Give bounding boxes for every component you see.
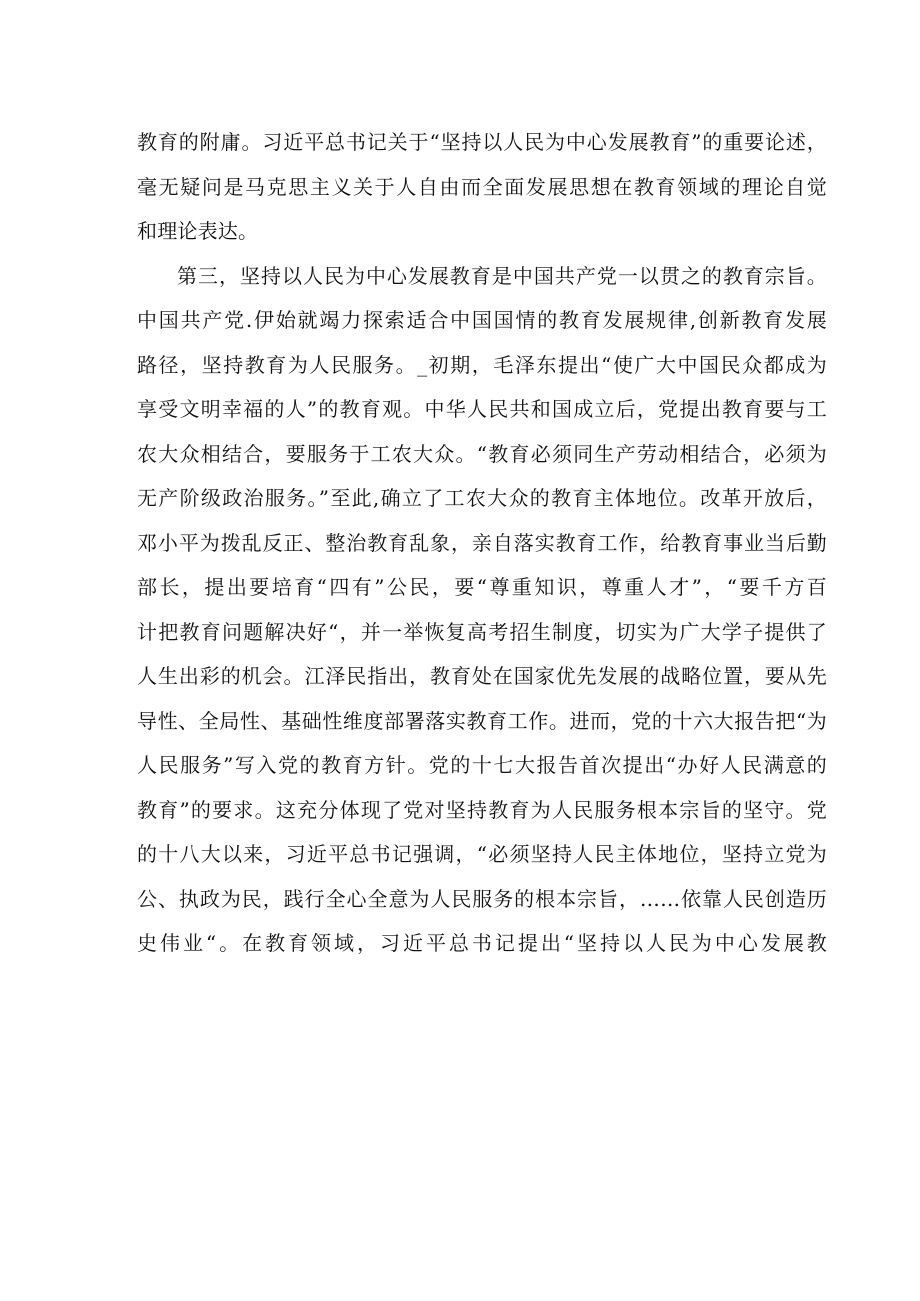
text-line: 毫无疑问是马克思主义关于人自由而全面发展思想在教育领域的理论自觉 <box>137 174 827 199</box>
text-line: 计把教育问题解决好“，并一举恢复高考招生制度，切实为广大学子提供了 <box>137 619 827 644</box>
text-line: 邓小平为拨乱反正、整治教育乱象，亲自落实教育工作，给教育事业当后勤 <box>137 530 827 555</box>
text-line: 和理论表达。 <box>137 219 259 243</box>
text-line: 教育”的要求。这充分体现了党对坚持教育为人民服务根本宗旨的坚守。党 <box>137 797 827 822</box>
text-line: 人民服务”写入党的教育方针。党的十七大报告首次提出“办好人民满意的 <box>137 753 827 777</box>
body-text <box>137 120 827 966</box>
text-line: 导性、全局性、基础性维度部署落实教育工作。进而，党的十六大报告把“为 <box>137 708 827 733</box>
text-line: 中国共产党.伊始就竭力探索适合中国国情的教育发展规律,创新教育发展 <box>137 308 827 332</box>
text-line: 农大众相结合，要服务于工农大众。“教育必须同生产劳动相结合，必须为 <box>137 441 827 466</box>
text-line: 教育的附庸。习近平总书记关于“坚持以人民为中心发展教育”的重要论述， <box>137 130 827 154</box>
text-line: 公、执政为民，践行全心全意为人民服务的根本宗旨，……依靠人民创造历 <box>137 886 827 911</box>
paragraph-first-line: 第三，坚持以人民为中心发展教育是中国共产党一以贯之的教育宗旨。 <box>177 263 827 288</box>
text-line: 享受文明幸福的人”的教育观。中华人民共和国成立后，党提出教育要与工 <box>137 397 827 421</box>
text-line: 的十八大以来，习近平总书记强调，“必须坚持人民主体地位，坚持立党为 <box>137 842 827 866</box>
text-line: 路径，坚持教育为人民服务。_初期，毛泽东提出“使广大中国民众都成为 <box>137 352 827 377</box>
text-line: 无产阶级政治服务。”至此,确立了工农大众的教育主体地位。改革开放后， <box>137 486 827 510</box>
text-line: 人生出彩的机会。江泽民指出，教育处在国家优先发展的战略位置，要从先 <box>137 664 827 688</box>
text-line: 部长，提出要培育“四有”公民，要“尊重知识，尊重人才”，“要千方百 <box>137 575 827 599</box>
text-line: 史伟业“。在教育领域，习近平总书记提出“坚持以人民为中心发展教 <box>137 931 827 955</box>
